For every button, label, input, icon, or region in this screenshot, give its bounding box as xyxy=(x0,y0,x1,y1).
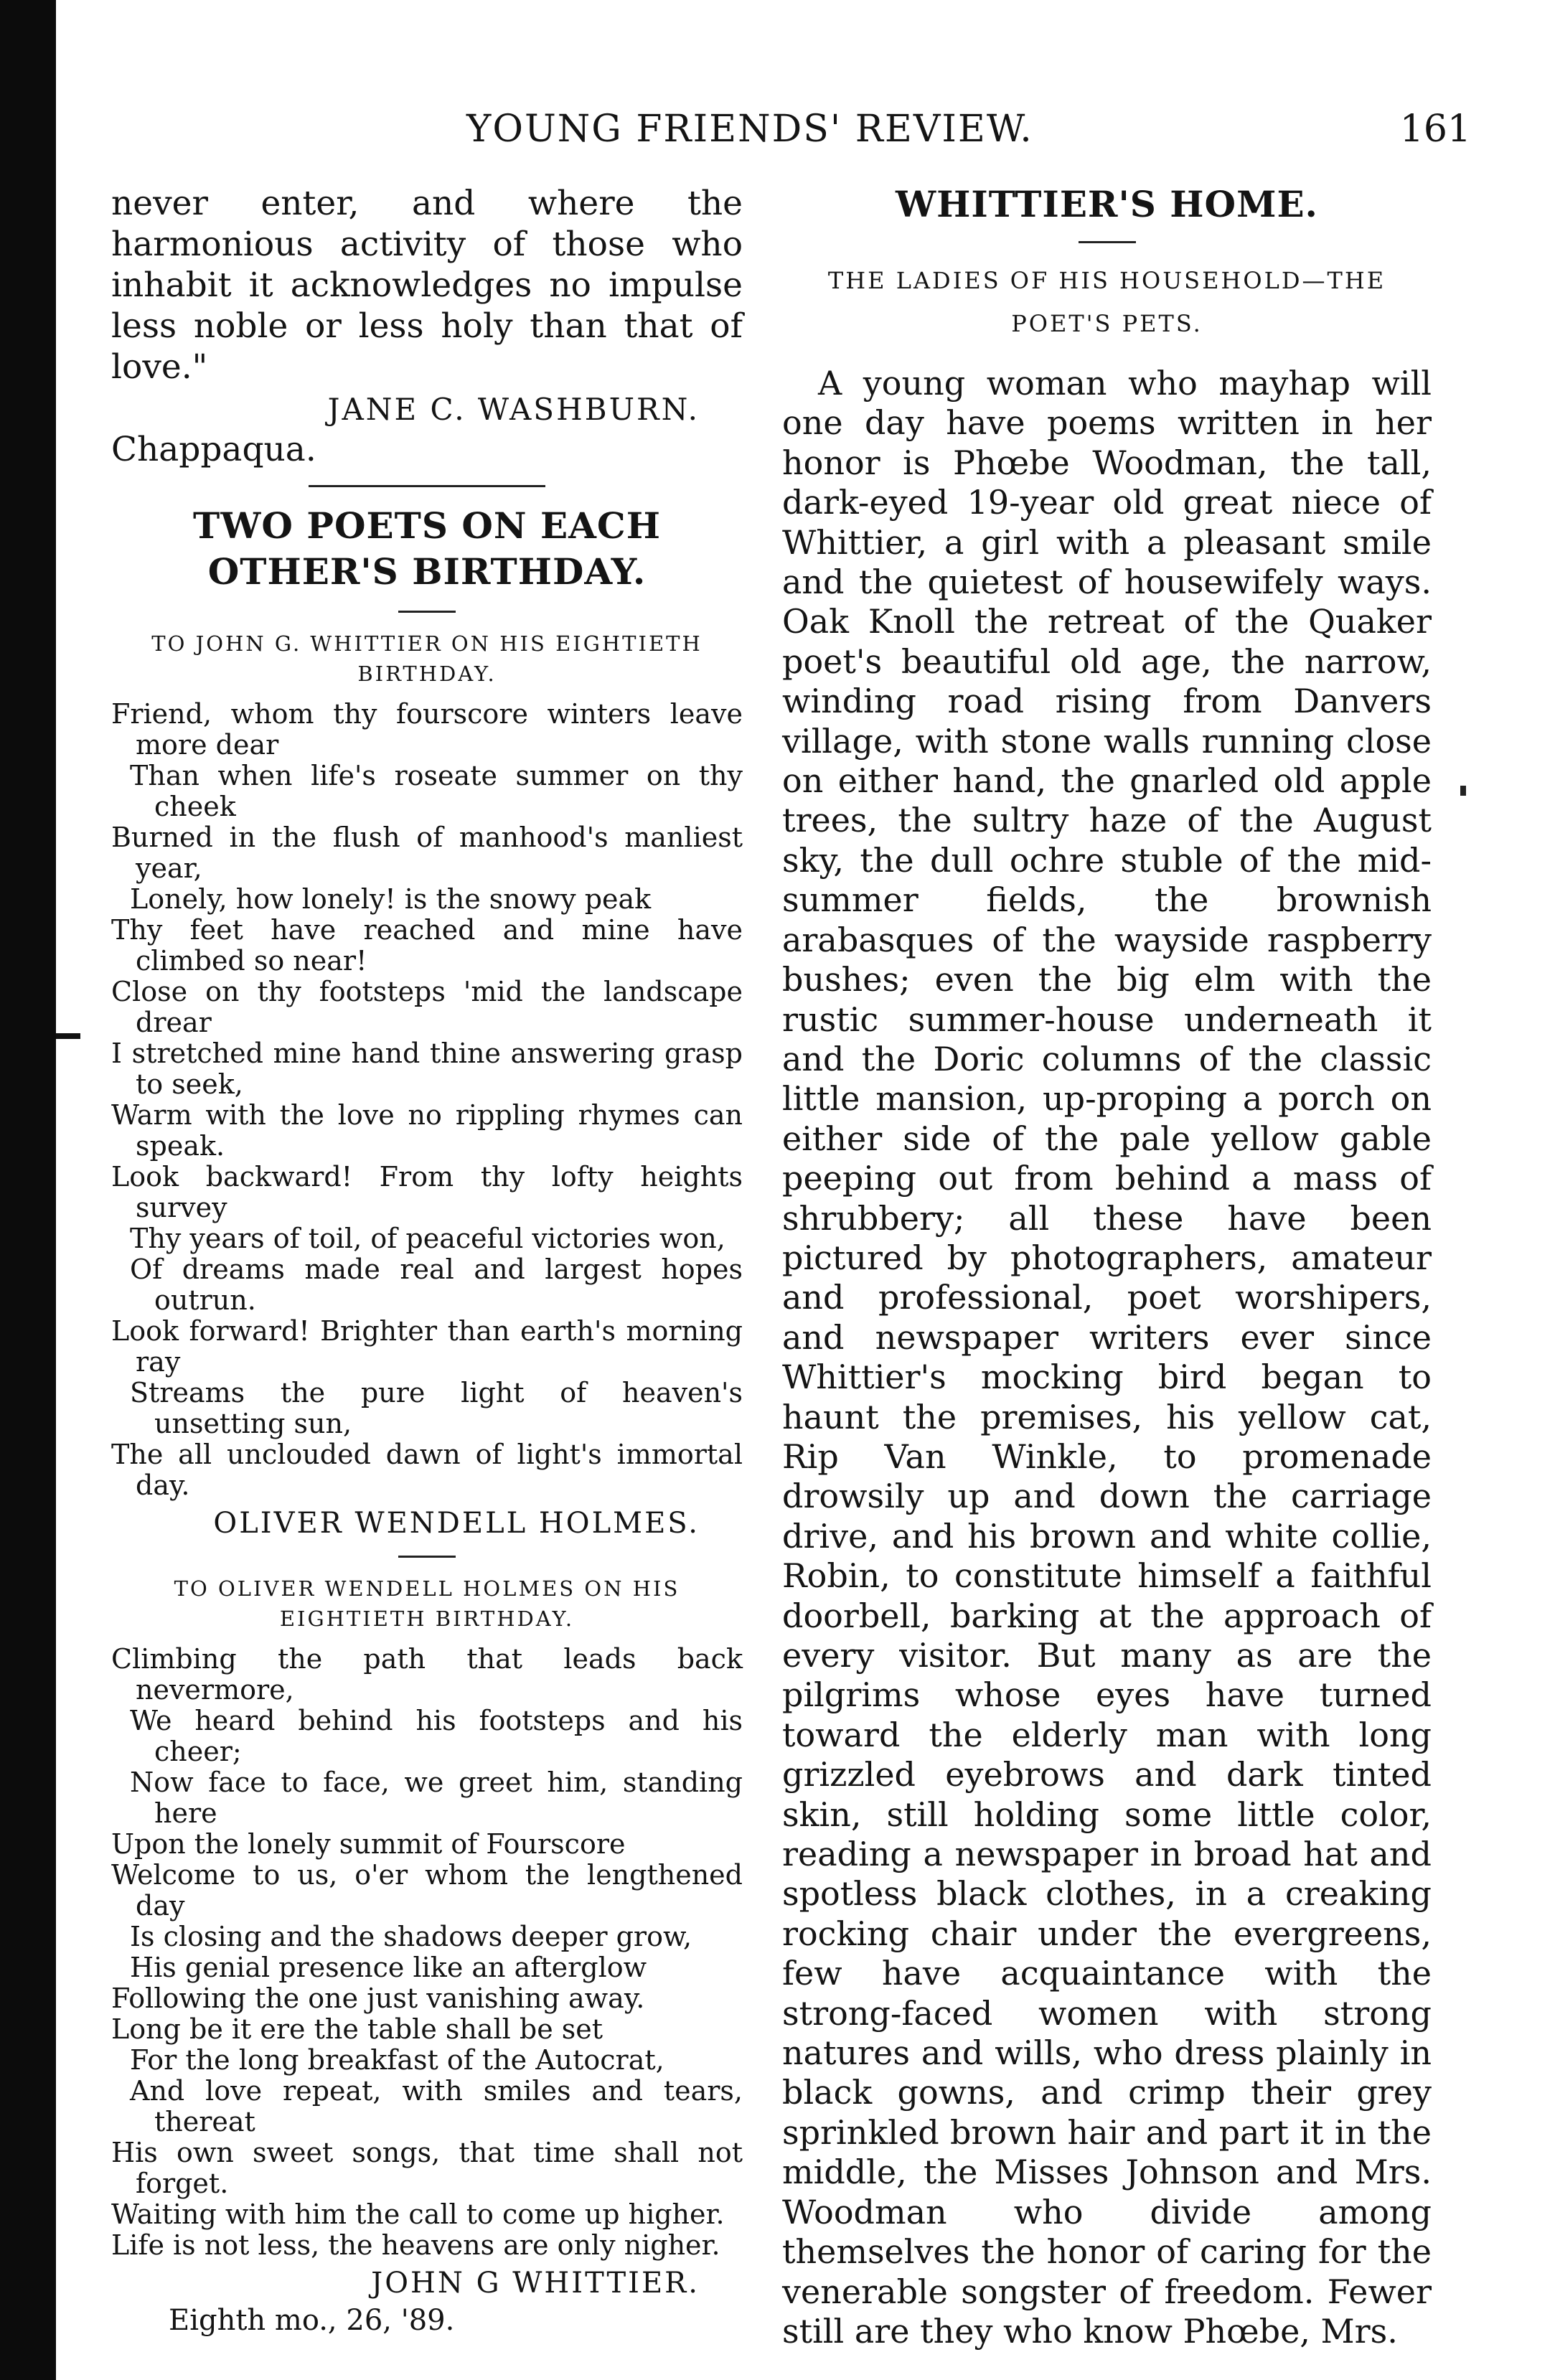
article-subheading: THE LADIES OF HIS HOUSEHOLD—THE POET'S PETS. xyxy=(827,267,1386,337)
poem-line: Waiting with him the call to come up higher. xyxy=(111,2198,725,2230)
poem-date: Eighth mo., 26, '89. xyxy=(169,2304,455,2337)
article-body: A young woman who mayhap will one day have poems written in her honor is Phœbe Woodman, the tall, dark-eyed 19-year old great niece of Whittier, a girl with a pleasant smile and the quietest of housewifely ways. Oak Knoll the retreat of the Quaker poet's beautiful old age, the narrow, winding road rising from Danvers village, with stone walls running close on either hand, the gnarled old apple trees, the sultry haze of the August sky, the dull ochre stuble of the mid-summer fields, the brownish arabasques of the wayside raspberry bushes; even the big elm with the rustic summer-house underneath it and the Doric columns of the classic little mansion, up-proping a porch on either side of the pale yellow gable peeping out from behind a mass of shrubbery; all these have been pictured by photographers, amateur and professional, poet worshipers, and newspaper writers ever since Whittier's mocking bird began to haunt the premises, his yellow cat, Rip Van Winkle, to promenade drowsily up and down the carriage drive, and his brown and white collie, Robin, to constitute himself a faithful doorbell, barking at the approach of every visitor. But many as are the pilgrims whose eyes have turned toward the elderly man with long grizzled eyebrows and dark tinted skin, still holding some little color, reading a newspaper in broad hat and spotless black clothes, in a creaking rocking chair under the evergreens, few have acquaintance with the strong-faced women with strong natures and wills, who dress plainly in black gowns, and crimp their grey sprinkled brown hair and part it in the middle, the Misses Johnson and Mrs. Woodman who divide among themselves the honor of caring for the venerable songster of freedom. Fewer still are they who know Phœbe, Mrs. xyxy=(782,364,1432,2351)
page-number: 161 xyxy=(1399,108,1471,151)
poem-signature: OLIVER WENDELL HOLMES. xyxy=(213,1507,700,1540)
right-column xyxy=(782,183,1432,2351)
article-title: WHITTIER'S HOME. xyxy=(896,183,1318,225)
poem-line: Life is not less, the heavens are only nigher. xyxy=(111,2229,720,2261)
poem-line: Welcome to us, o'er whom the lengthened day xyxy=(111,1859,743,1922)
poem-line: Friend, whom thy fourscore winters leave more dear xyxy=(111,698,743,761)
poem-line: We heard behind his footsteps and his cheer; xyxy=(130,1705,743,1767)
poem-line: His genial presence like an afterglow xyxy=(130,1952,647,1983)
title-divider xyxy=(1079,241,1136,243)
author-signature: JANE C. WASHBURN. xyxy=(327,392,700,427)
poem-line: The all unclouded dawn of light's immortal day. xyxy=(111,1439,743,1501)
scan-mark xyxy=(56,1033,80,1039)
poem-line: I stretched mine hand thine answering grasp to seek, xyxy=(111,1038,743,1100)
poem-line: Look forward! Brighter than earth's morning ray xyxy=(111,1315,743,1378)
poem-line: For the long breakfast of the Autocrat, xyxy=(130,2044,664,2076)
poem-line: Is closing and the shadows deeper grow, xyxy=(130,1921,692,1952)
running-header xyxy=(466,108,1471,165)
poem-line: Long be it ere the table shall be set xyxy=(111,2013,603,2045)
section-divider xyxy=(309,485,545,487)
poem-line: Thy years of toil, of peaceful victories won, xyxy=(130,1223,725,1254)
poem-line: Now face to face, we greet him, standing here xyxy=(130,1767,743,1829)
article-title: TWO POETS ON EACH OTHER'S BIRTHDAY. xyxy=(193,504,661,593)
poem-line: Of dreams made real and largest hopes outrun. xyxy=(130,1254,743,1316)
poem-line: Upon the lonely summit of Fourscore xyxy=(111,1828,626,1860)
place-line: Chappaqua. xyxy=(111,430,316,469)
poem-line: Close on thy footsteps 'mid the landscape drear xyxy=(111,976,743,1038)
poem-line: Warm with the love no rippling rhymes can speak. xyxy=(111,1099,743,1162)
poem-holmes xyxy=(111,699,743,1501)
poem-heading: TO JOHN G. WHITTIER ON HIS EIGHTIETH BIRTHDAY. xyxy=(151,631,703,686)
poem-signature: JOHN G WHITTIER. xyxy=(371,2267,700,2300)
poem-line: Thy feet have reached and mine have climbed so near! xyxy=(111,914,743,977)
poem-line: Than when life's roseate summer on thy cheek xyxy=(130,760,743,822)
poem-line: Look backward! From thy lofty heights survey xyxy=(111,1161,743,1223)
print-speck xyxy=(1460,786,1466,796)
continuation-paragraph: never enter, and where the harmonious activity of those who inhabit it acknowledges no impulse less noble or less holy than that of love." xyxy=(111,184,743,387)
left-column xyxy=(111,183,743,2337)
title-divider xyxy=(398,611,456,613)
poem-line: Streams the pure light of heaven's unsetting sun, xyxy=(130,1377,743,1439)
page-binding-edge xyxy=(0,0,56,2380)
poem-heading: TO OLIVER WENDELL HOLMES ON HIS EIGHTIETH BIRTHDAY. xyxy=(174,1576,680,1631)
poem-whittier xyxy=(111,1644,743,2261)
poem-line: Lonely, how lonely! is the snowy peak xyxy=(130,883,652,915)
poem-line: Burned in the flush of manhood's manliest year, xyxy=(111,822,743,884)
poem-divider xyxy=(398,1556,456,1558)
poem-line: Following the one just vanishing away. xyxy=(111,1982,645,2014)
poem-line: His own sweet songs, that time shall not forget. xyxy=(111,2137,743,2199)
poem-line: Climbing the path that leads back nevermore, xyxy=(111,1643,743,1706)
poem-line: And love repeat, with smiles and tears, thereat xyxy=(130,2075,743,2137)
journal-title: YOUNG FRIENDS' REVIEW. xyxy=(466,108,1033,151)
